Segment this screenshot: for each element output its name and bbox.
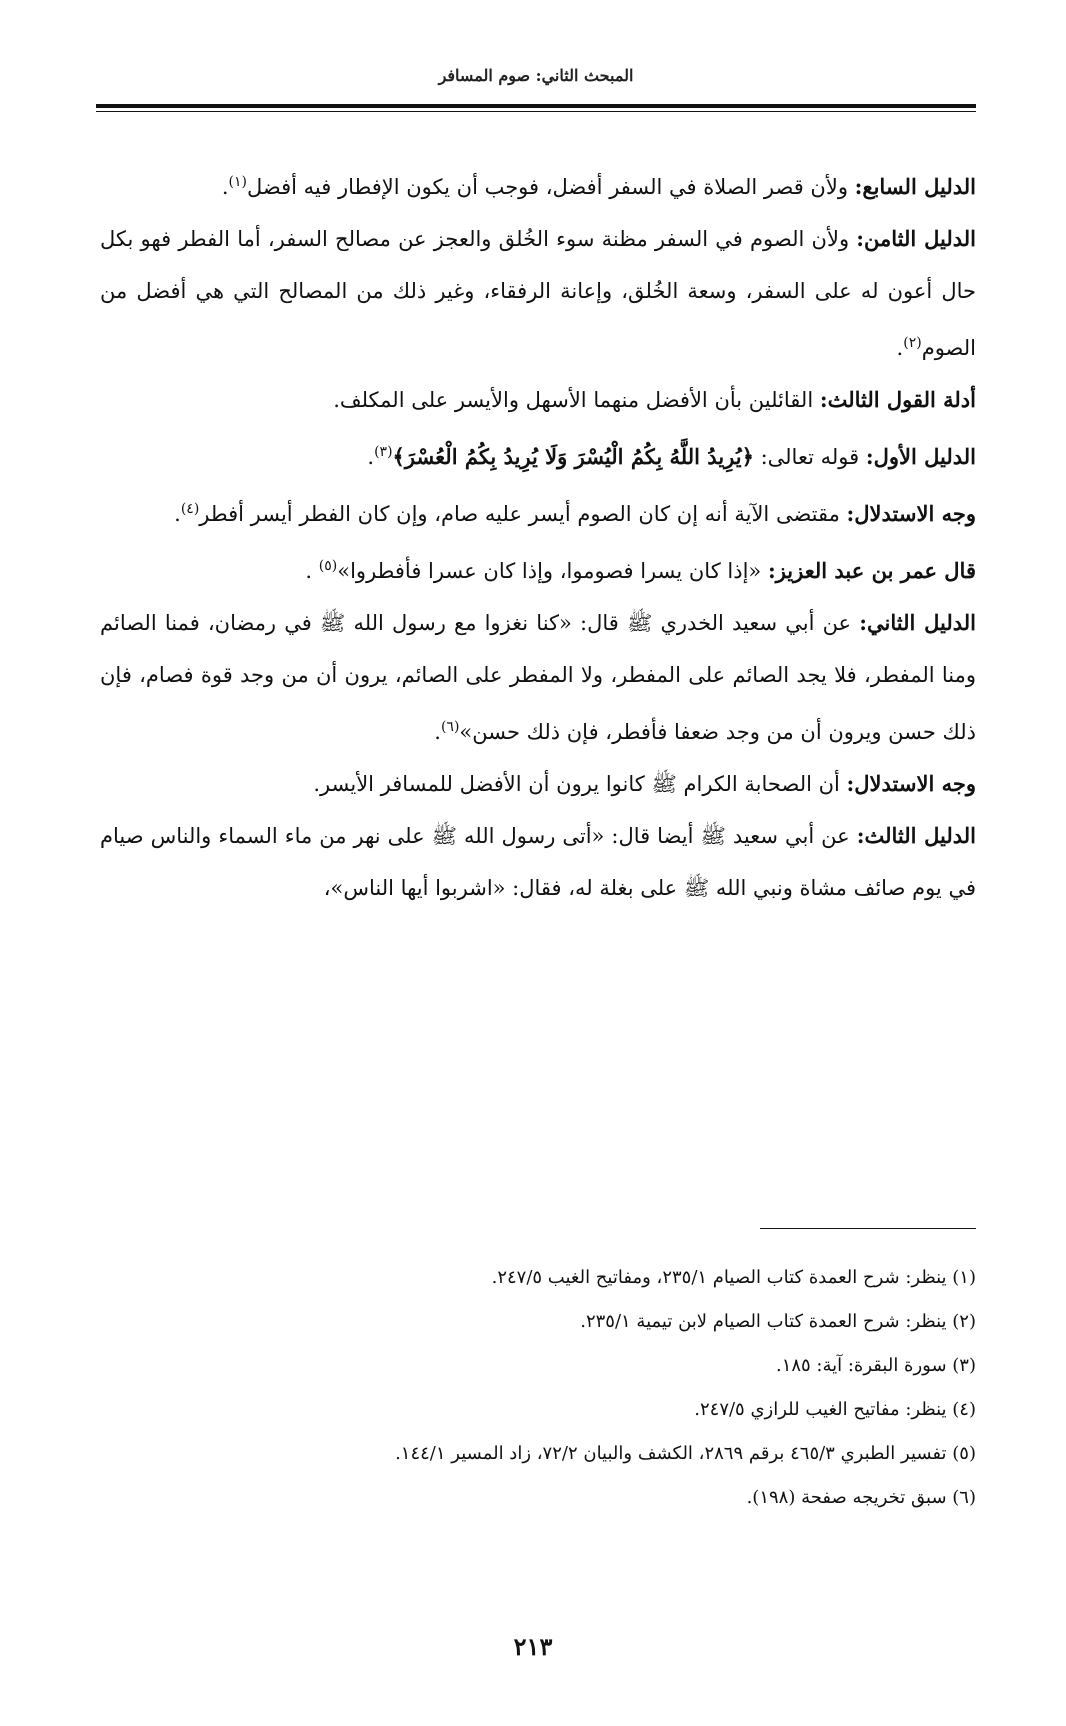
paragraph-umar-quote bbox=[100, 540, 976, 597]
paragraph-label: الدليل الثاني: bbox=[859, 610, 976, 635]
paragraph-third-opinion bbox=[100, 374, 976, 426]
paragraph-text: مقتضى الآية أنه إن كان الصوم أيسر عليه صام، وإن كان الفطر أيسر أفطر bbox=[199, 502, 847, 526]
footnote-2: (٢) ينظر: شرح العمدة كتاب الصيام لابن تيمية ٢٣٥/١. bbox=[580, 1311, 976, 1332]
paragraph-label: وجه الاستدلال: bbox=[846, 501, 976, 526]
footnote-ref[interactable]: (٤) bbox=[180, 501, 200, 517]
footnote-4: (٤) ينظر: مفاتيح الغيب للرازي ٢٤٧/٥. bbox=[694, 1399, 976, 1420]
page-number: ٢١٣ bbox=[513, 1632, 553, 1661]
paragraph-end: . bbox=[434, 720, 441, 744]
main-text bbox=[100, 156, 976, 914]
paragraph-label: الدليل الثامن: bbox=[856, 226, 976, 251]
footnote-ref[interactable]: (١) bbox=[228, 174, 247, 190]
paragraph-evidence-third bbox=[100, 810, 976, 914]
paragraph-end: . bbox=[305, 559, 319, 583]
paragraph-text: قوله تعالى: bbox=[753, 445, 866, 469]
footnote-6: (٦) سبق تخريجه صفحة (١٩٨). bbox=[746, 1487, 976, 1508]
paragraph-end: . bbox=[221, 175, 229, 199]
paragraph-end: . bbox=[896, 336, 904, 360]
paragraph-evidence-8 bbox=[100, 213, 976, 374]
running-header bbox=[96, 66, 976, 85]
footnote-ref[interactable]: (٥) bbox=[318, 558, 338, 574]
paragraph-text: القائلين بأن الأفضل منهما الأسهل والأيسر على المكلف. bbox=[333, 388, 820, 412]
paragraph-inference-1 bbox=[100, 483, 976, 540]
footnote-ref[interactable]: (٦) bbox=[440, 719, 460, 735]
paragraph-text: ولأن قصر الصلاة في السفر أفضل، فوجب أن يكون الإفطار فيه أفضل bbox=[247, 175, 855, 199]
paragraph-inference-2 bbox=[100, 758, 976, 810]
paragraph-label: وجه الاستدلال: bbox=[846, 771, 976, 796]
footnote-separator bbox=[760, 1228, 976, 1229]
paragraph-label: الدليل الأول: bbox=[865, 444, 976, 469]
footnote-ref[interactable]: (٣) bbox=[374, 444, 393, 460]
paragraph-text: «إذا كان يسرا فصوموا، وإذا كان عسرا فأفطروا» bbox=[337, 559, 768, 583]
footnote-3: (٣) سورة البقرة: آية: ١٨٥. bbox=[775, 1355, 976, 1376]
paragraph-text: ولأن الصوم في السفر مظنة سوء الخُلق والعجز عن مصالح السفر، أما الفطر فهو بكل حال أعون له على السفر، وسعة الخُلق، وإعانة الرفقاء، وغير ذلك من المصالح التي هي أفضل من الصوم bbox=[100, 227, 976, 360]
quran-verse: ﴿يُرِيدُ اللَّهُ بِكُمُ الْيُسْرَ وَلَا يُرِيدُ بِكُمُ الْعُسْرَ﴾ bbox=[392, 444, 754, 469]
footnote-1: (١) ينظر: شرح العمدة كتاب الصيام ٢٣٥/١، ومفاتيح الغيب ٢٤٧/٥. bbox=[491, 1267, 976, 1288]
paragraph-evidence-7 bbox=[100, 156, 976, 213]
running-header-title: المبحث الثاني: صوم المسافر bbox=[438, 66, 634, 85]
header-rule bbox=[96, 104, 976, 112]
footnote-ref[interactable]: (٢) bbox=[903, 335, 922, 351]
paragraph-evidence-first bbox=[100, 426, 976, 483]
paragraph-label: الدليل السابع: bbox=[854, 174, 976, 199]
paragraph-end: . bbox=[174, 502, 181, 526]
paragraph-label: قال عمر بن عبد العزيز: bbox=[767, 558, 976, 583]
footnote-5: (٥) تفسير الطبري ٤٦٥/٣ برقم ٢٨٦٩، الكشف والبيان ٧٢/٢، زاد المسير ١٤٤/١. bbox=[395, 1443, 976, 1464]
paragraph-evidence-second bbox=[100, 597, 976, 758]
footnotes bbox=[100, 1256, 976, 1520]
paragraph-end: . bbox=[367, 445, 375, 469]
paragraph-label: الدليل الثالث: bbox=[856, 823, 976, 848]
paragraph-text: أن الصحابة الكرام ﷺ كانوا يرون أن الأفضل للمسافر الأيسر. bbox=[313, 772, 847, 796]
paragraph-text: عن أبي سعيد ﷺ أيضا قال: «أتى رسول الله ﷺ على نهر من ماء السماء والناس صيام في يوم صائف مشاة ونبي الله ﷺ على بغلة له، فقال: «اشربوا أيها الناس»، bbox=[100, 824, 976, 900]
paragraph-text: عن أبي سعيد الخدري ﷺ قال: «كنا نغزوا مع رسول الله ﷺ في رمضان، فمنا الصائم ومنا المفطر، فلا يجد الصائم على المفطر، ولا المفطر على الصائم، يرون أن من وجد قوة فصام، فإن ذلك حسن ويرون أن من وجد ضعفا فأفطر، فإن ذلك حسن» bbox=[100, 611, 976, 744]
paragraph-label: أدلة القول الثالث: bbox=[819, 387, 976, 412]
